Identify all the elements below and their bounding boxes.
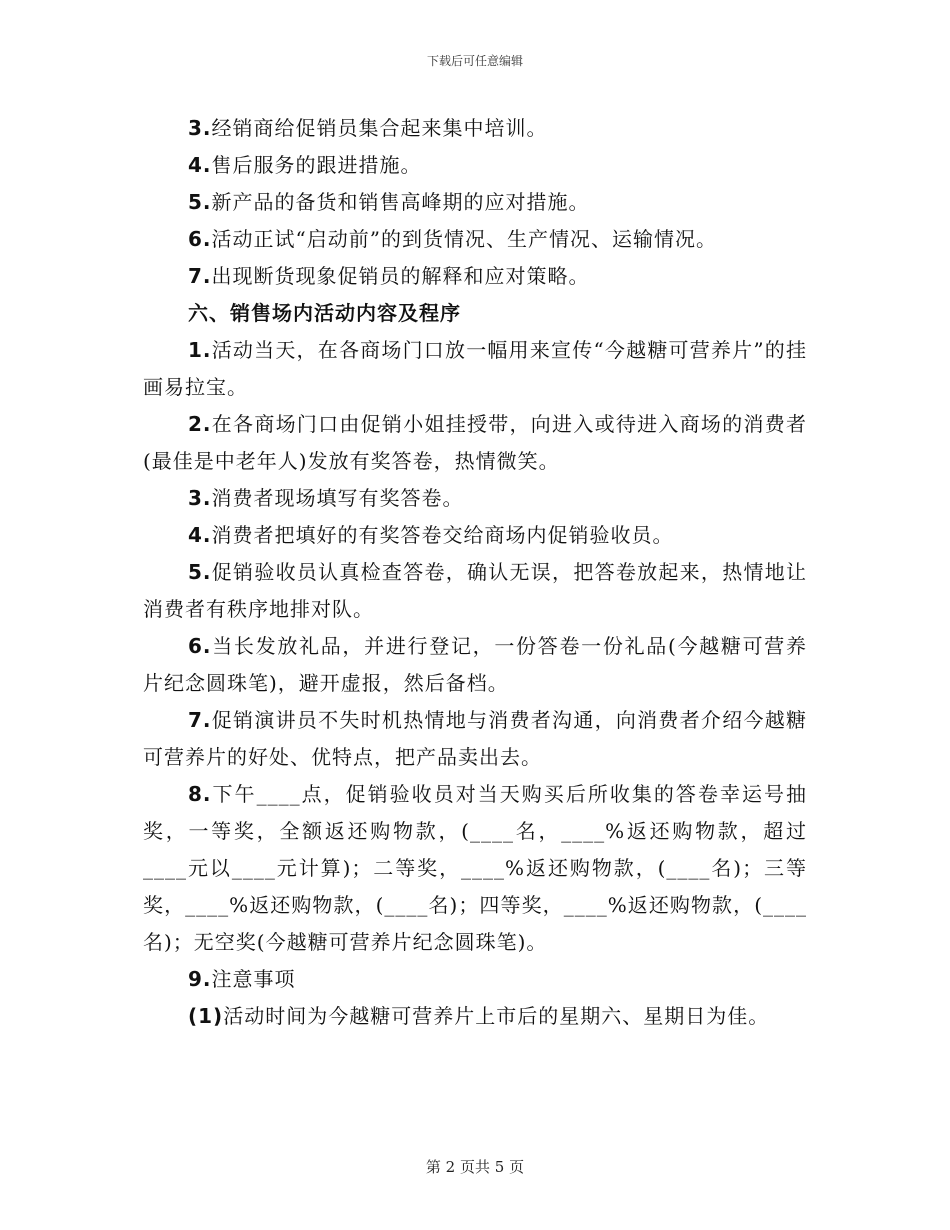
list-item-6 [143, 221, 807, 258]
item-number: 3. [188, 116, 212, 140]
item-number: 2. [188, 412, 212, 436]
step-8 [143, 776, 807, 961]
item-number: 8. [188, 782, 212, 806]
item-text: 当长发放礼品，并进行登记，一份答卷一份礼品(今越糖可营养片纪念圆珠笔)，避开虚报，然后备档。 [143, 634, 807, 695]
page-header: 下载后可任意编辑 [426, 54, 523, 68]
item-number: 7. [188, 708, 212, 732]
step-2 [143, 406, 807, 480]
item-text: 经销商给促销员集合起来集中培训。 [211, 116, 548, 140]
item-text: 活动正试“启动前”的到货情况、生产情况、运输情况。 [211, 227, 717, 251]
item-text: 活动时间为今越糖可营养片上市后的星期六、星期日为佳。 [223, 1004, 770, 1028]
item-text: 消费者现场填写有奖答卷。 [211, 486, 464, 510]
step-7 [143, 702, 807, 776]
item-text: 出现断货现象促销员的解释和应对策略。 [211, 264, 590, 288]
item-number: 3. [188, 486, 212, 510]
step-6 [143, 628, 807, 702]
step-1 [143, 332, 807, 406]
heading-text: 六、销售场内活动内容及程序 [188, 301, 461, 325]
item-number: 7. [188, 264, 212, 288]
note-1 [143, 998, 807, 1035]
list-item-7 [143, 258, 807, 295]
item-text: 促销演讲员不失时机热情地与消费者沟通，向消费者介绍今越糖可营养片的好处、优特点，把产品卖出去。 [143, 708, 807, 769]
item-text: 消费者把填好的有奖答卷交给商场内促销验收员。 [211, 523, 674, 547]
item-text: 在各商场门口由促销小姐挂授带，向进入或待进入商场的消费者(最佳是中老年人)发放有奖答卷，热情微笑。 [143, 412, 807, 473]
step-5 [143, 554, 807, 628]
item-number: 6. [188, 634, 212, 658]
item-number: 5. [188, 560, 212, 584]
item-number: 9. [188, 967, 212, 991]
item-text: 促销验收员认真检查答卷，确认无误，把答卷放起来，热情地让消费者有秩序地排对队。 [143, 560, 807, 621]
item-text: 注意事项 [211, 967, 296, 991]
item-number: 4. [188, 153, 212, 177]
step-4 [143, 517, 807, 554]
page-footer: 第 2 页共 5 页 [425, 1158, 525, 1176]
list-item-3 [143, 110, 807, 147]
list-item-4 [143, 147, 807, 184]
item-text: 新产品的备货和销售高峰期的应对措施。 [211, 190, 590, 214]
item-text: 售后服务的跟进措施。 [211, 153, 422, 177]
item-number: 6. [188, 227, 212, 251]
item-text: 下午____点，促销验收员对当天购买后所收集的答卷幸运号抽奖，一等奖，全额返还购物款，(____名，____%返还购物款，超过____元以____元计算)；二等奖，____%返还购物款，(____名)；三等奖，____%返还购物款，(____名)；四等奖，____%返还购物款，(____名)；无空奖(今越糖可营养片纪念圆珠笔)。 [143, 782, 807, 954]
document-body [143, 110, 807, 1035]
item-number: 1. [188, 338, 212, 362]
item-number: (1) [188, 1004, 224, 1028]
item-number: 5. [188, 190, 212, 214]
section-heading [143, 295, 807, 332]
step-3 [143, 480, 807, 517]
item-number: 4. [188, 523, 212, 547]
step-9 [143, 961, 807, 998]
list-item-5 [143, 184, 807, 221]
item-text: 活动当天，在各商场门口放一幅用来宣传“今越糖可营养片”的挂画易拉宝。 [143, 338, 807, 399]
